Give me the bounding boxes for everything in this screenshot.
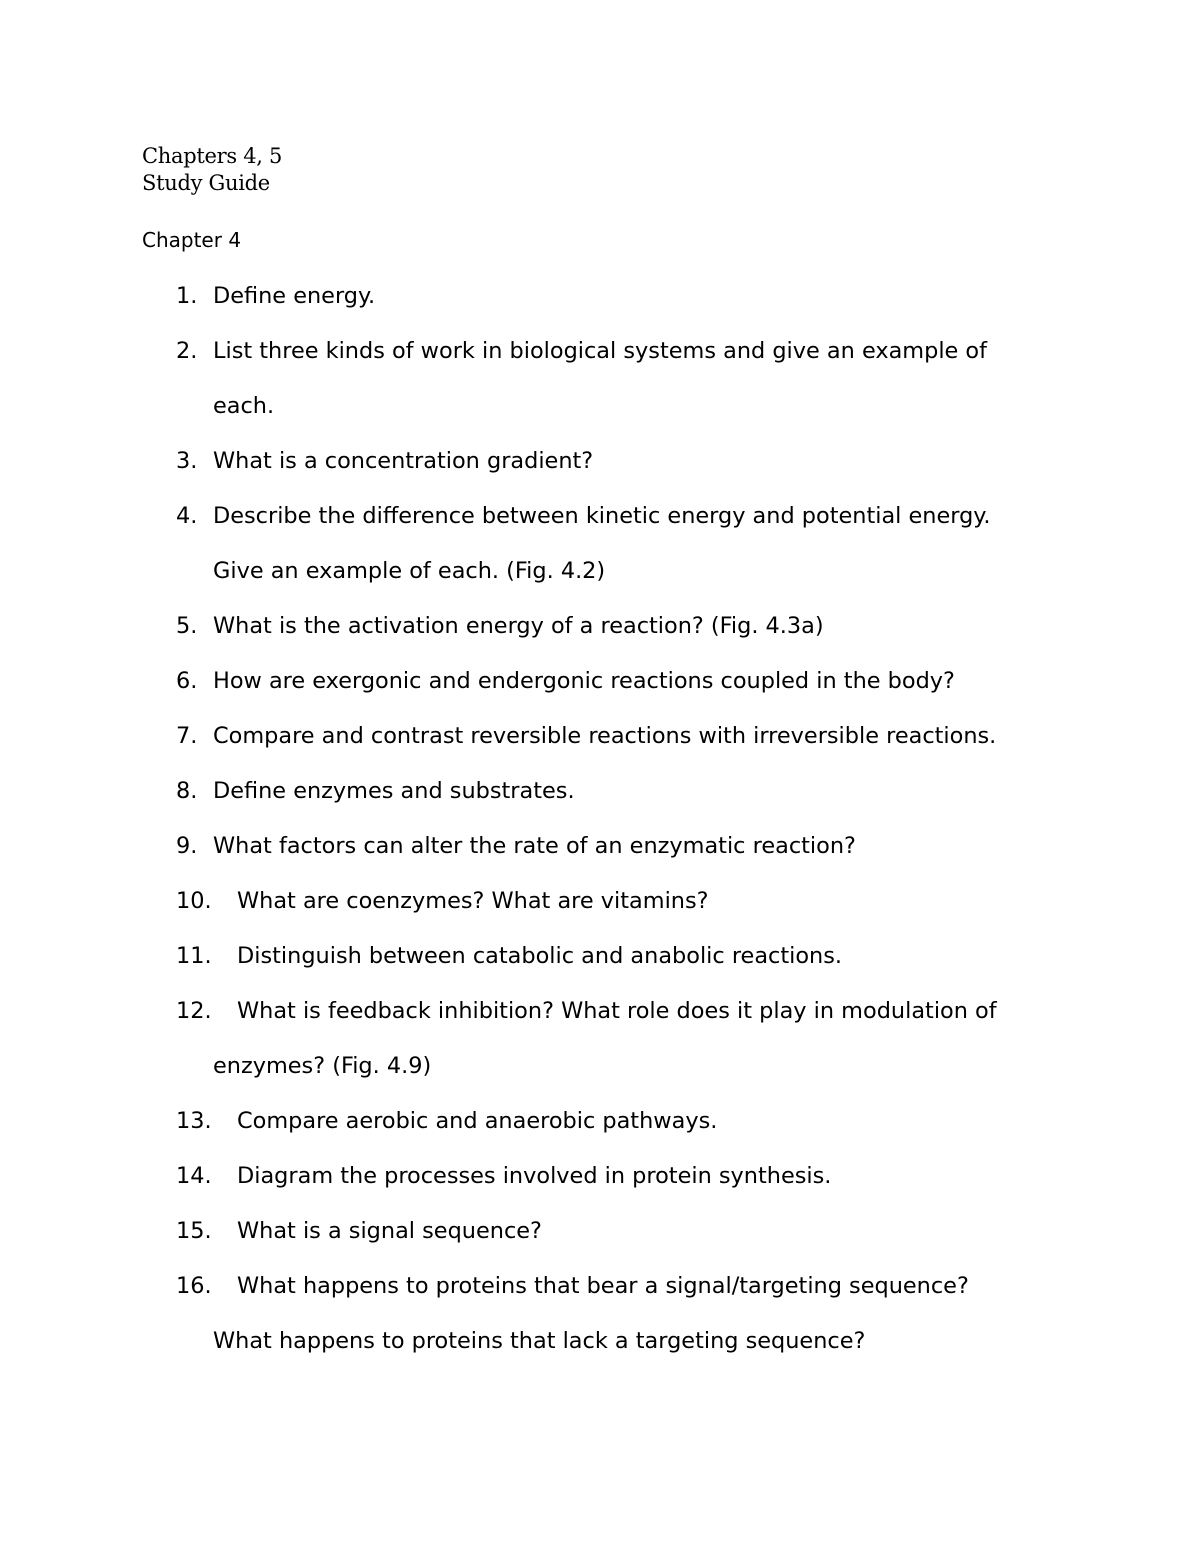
question-text-line: List three kinds of work in biological systems and give an example of — [213, 338, 988, 364]
question-number: 1. — [176, 283, 198, 309]
question-text-line: What is feedback inhibition? What role does it play in modulation of — [237, 998, 997, 1024]
question-text-line: What factors can alter the rate of an enzymatic reaction? — [213, 833, 856, 859]
question-number: 11. — [176, 943, 212, 969]
question-text-line: What happens to proteins that lack a targeting sequence? — [213, 1328, 866, 1354]
question-text-line: Define energy. — [213, 283, 376, 309]
question-text-line: What happens to proteins that bear a signal/targeting sequence? — [237, 1273, 969, 1299]
question-number: 3. — [176, 448, 198, 474]
question-text-line: What are coenzymes? What are vitamins? — [237, 888, 709, 914]
question-text-line: enzymes? (Fig. 4.9) — [213, 1053, 432, 1079]
question-number: 9. — [176, 833, 198, 859]
question-number: 12. — [176, 998, 212, 1024]
question-number: 15. — [176, 1218, 212, 1244]
question-text-line: What is the activation energy of a reaction? (Fig. 4.3a) — [213, 613, 824, 639]
question-text-line: Give an example of each. (Fig. 4.2) — [213, 558, 606, 584]
question-text-line: Compare and contrast reversible reactions with irreversible reactions. — [213, 723, 997, 749]
question-number: 16. — [176, 1273, 212, 1299]
question-text-line: How are exergonic and endergonic reactions coupled in the body? — [213, 668, 955, 694]
question-number: 8. — [176, 778, 198, 804]
question-number: 6. — [176, 668, 198, 694]
question-number: 14. — [176, 1163, 212, 1189]
document-subtitle: Study Guide — [142, 171, 270, 195]
question-text-line: Describe the difference between kinetic energy and potential energy. — [213, 503, 991, 529]
question-text-line: What is a signal sequence? — [237, 1218, 542, 1244]
question-text-line: What is a concentration gradient? — [213, 448, 594, 474]
question-number: 7. — [176, 723, 198, 749]
question-text-line: Diagram the processes involved in protein synthesis. — [237, 1163, 832, 1189]
question-number: 5. — [176, 613, 198, 639]
question-number: 13. — [176, 1108, 212, 1134]
question-text-line: Distinguish between catabolic and anabolic reactions. — [237, 943, 843, 969]
document-header — [142, 143, 282, 197]
question-text-line: Define enzymes and substrates. — [213, 778, 575, 804]
document-title: Chapters 4, 5 — [142, 144, 283, 168]
question-number: 2. — [176, 338, 198, 364]
question-text-line: each. — [213, 393, 275, 419]
section-heading: Chapter 4 — [142, 228, 242, 252]
question-number: 4. — [176, 503, 198, 529]
question-number: 10. — [176, 888, 212, 914]
question-text-line: Compare aerobic and anaerobic pathways. — [237, 1108, 718, 1134]
